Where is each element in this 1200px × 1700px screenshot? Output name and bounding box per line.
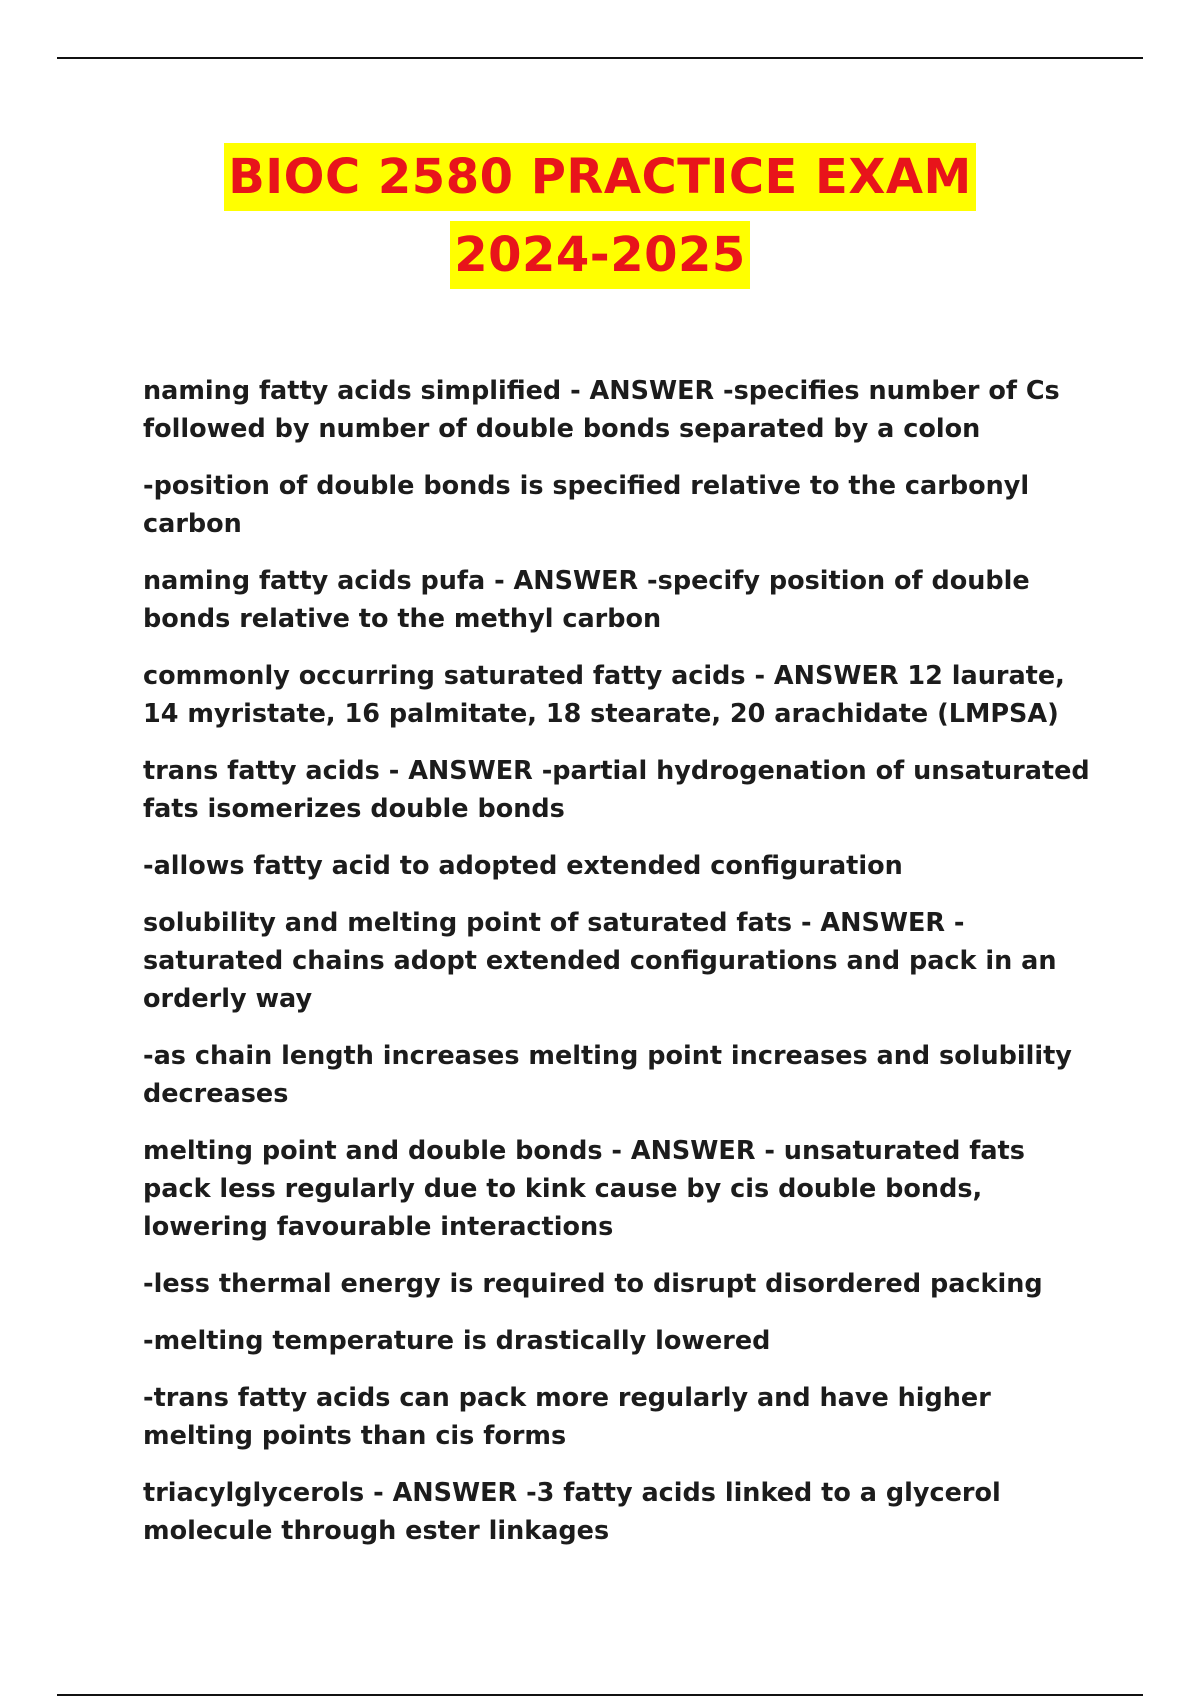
paragraph: -less thermal energy is required to disrupt disordered packing xyxy=(143,1269,1043,1299)
paragraph: trans fatty acids - ANSWER -partial hydrogenation of unsaturated fats isomerizes double bonds xyxy=(143,756,1090,824)
title-line-1: BIOC 2580 PRACTICE EXAM xyxy=(224,143,976,211)
paragraph: -melting temperature is drastically lowered xyxy=(143,1326,771,1356)
paragraph: solubility and melting point of saturated fats - ANSWER -saturated chains adopt extended configurations and pack in an orderly way xyxy=(143,908,1057,1014)
document-title xyxy=(0,143,1200,299)
paragraph: -trans fatty acids can pack more regularly and have higher melting points than cis forms xyxy=(143,1383,991,1451)
paragraph: naming fatty acids simplified - ANSWER -specifies number of Cs followed by number of double bonds separated by a colon xyxy=(143,376,1060,444)
paragraph: triacylglycerols - ANSWER -3 fatty acids linked to a glycerol molecule through ester linkages xyxy=(143,1478,1001,1546)
paragraph: melting point and double bonds - ANSWER - unsaturated fats pack less regularly due to kink cause by cis double bonds, lowering favourable interactions xyxy=(143,1136,1025,1242)
paragraph: commonly occurring saturated fatty acids - ANSWER 12 laurate, 14 myristate, 16 palmitate, 18 stearate, 20 arachidate (LMPSA) xyxy=(143,661,1065,729)
paragraph: -allows fatty acid to adopted extended configuration xyxy=(143,851,903,881)
title-line-2: 2024-2025 xyxy=(450,221,750,289)
paragraph: -as chain length increases melting point increases and solubility decreases xyxy=(143,1041,1072,1109)
document-body xyxy=(143,372,1098,1569)
paragraph: naming fatty acids pufa - ANSWER -specify position of double bonds relative to the methyl carbon xyxy=(143,566,1030,634)
paragraph: -position of double bonds is specified relative to the carbonyl carbon xyxy=(143,471,1030,539)
footer-rule xyxy=(57,1694,1143,1696)
header-rule xyxy=(57,57,1143,59)
